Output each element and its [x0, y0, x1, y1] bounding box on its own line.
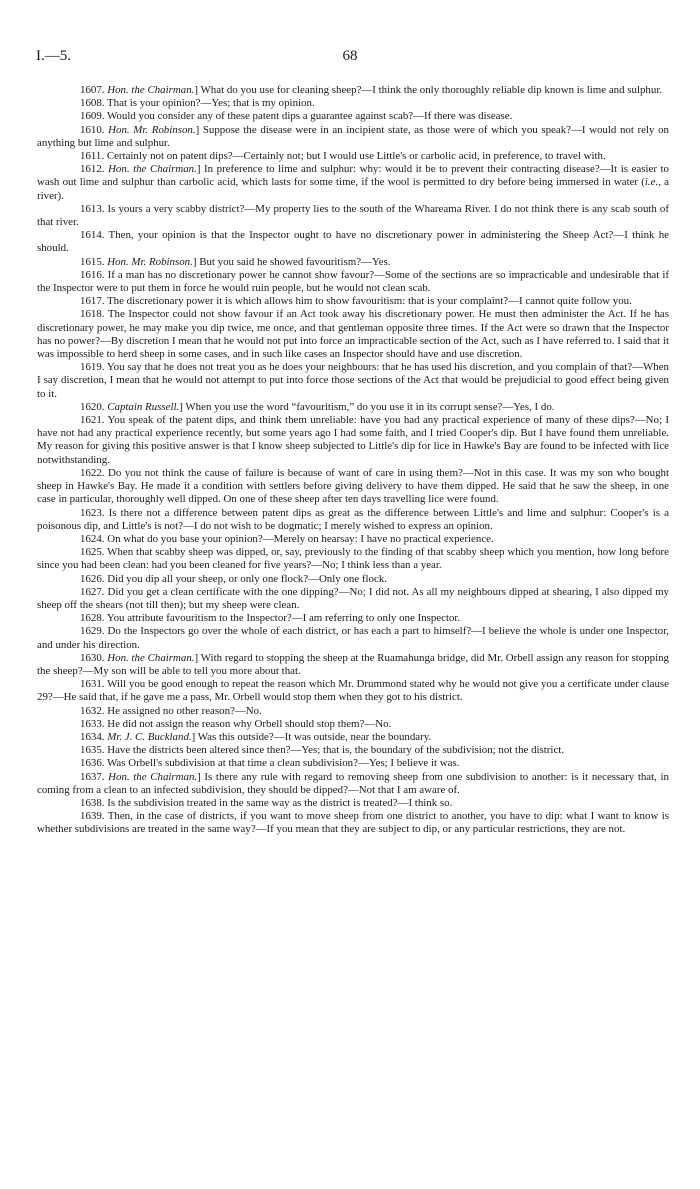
page-number: 68	[342, 48, 358, 64]
evidence-paragraph: 1636. Was Orbell's subdivision at that time a clean subdivision?—Yes; I believe it was.	[80, 757, 460, 770]
evidence-paragraph: 1618. The Inspector could not show favour if an Act took away his discretionary power. He must then administer the Act. If he has discretionary power, he may make you dip twice, me once, and that gentleman opposite three times. If the Act were so drawn that the Inspector has no power?—By discretion I mean that he would not put into force an impracticable section of the Act, such as I have referred to. I said that it was impossible to herd sheep in some cases, and in such like cases an Inspector should have and use discretion.	[37, 308, 669, 361]
evidence-paragraph: 1607. Hon. the Chairman.] What do you use for cleaning sheep?—I think the only thoroughly reliable dip known is lime and sulphur.	[80, 84, 663, 96]
page-header	[36, 48, 664, 68]
evidence-paragraph: 1625. When that scabby sheep was dipped, or, say, previously to the finding of that scabby sheep which you mention, how long before since you had been clean: had you been cleaned for five years?—No; I think less than a year.	[37, 546, 669, 572]
evidence-paragraph: 1632. He assigned no other reason?—No.	[80, 704, 262, 717]
evidence-paragraph: 1620. Captain Russell.] When you use the word “favouritism,” do you use it in its corrupt sense?—Yes, I do.	[80, 400, 555, 413]
evidence-paragraph: 1608. That is your opinion?—Yes; that is my opinion.	[80, 97, 315, 110]
evidence-paragraph: 1622. Do you not think the cause of failure is because of want of care in using them?—Not in this case. It was my son who bought sheep in Hawke's Bay. He made it a condition with settlers before giving delivery to have them dipped. He said that he saw the sheep, in one case in particular, thoroughly well dipped. On one of these sheep after ten days travelling lice were found.	[37, 466, 669, 506]
evidence-paragraph: 1617. The discretionary power it is which allows him to show favouritism: that is your complaint?—I cannot quite follow you.	[80, 295, 632, 308]
evidence-paragraph: 1609. Would you consider any of these patent dips a guarantee against scab?—If there was disease.	[80, 110, 513, 123]
evidence-paragraph: 1630. Hon. the Chairman.] With regard to stopping the sheep at the Ruamahunga bridge, did Mr. Orbell assign any reason for stopping the sheep?—My son will be able to tell you more about that.	[37, 651, 669, 677]
evidence-paragraph: 1619. You say that he does not treat you as he does your neighbours: that he has used his discretion, and you complain of that?—When I say discretion, I mean that he would not attempt to put into force those sections of the Act that would be prejudicial to good effect being given to it.	[37, 361, 669, 400]
evidence-paragraph: 1623. Is there not a difference between patent dips as great as the difference between Little's and lime and sulphur: Cooper's is a poisonous dip, and Little's is not?—I do not wish to be dogmatic; I merely wished to express an opinion.	[37, 506, 669, 532]
evidence-paragraph: 1634. Mr. J. C. Buckland.] Was this outside?—It was outside, near the boundary.	[80, 730, 432, 743]
evidence-paragraph: 1638. Is the subdivision treated in the same way as the district is treated?—I think so.	[80, 796, 453, 809]
evidence-paragraph: 1624. On what do you base your opinion?—Merely on hearsay: I have no practical experience.	[80, 532, 494, 545]
evidence-paragraph: 1627. Did you get a clean certificate with the one dipping?—No; I did not. As all my neighbours dipped at shearing, I also dipped my sheep off the shears (not till then); but my sheep were clean.	[37, 585, 669, 611]
evidence-paragraph: 1626. Did you dip all your sheep, or only one flock?—Only one flock.	[80, 572, 387, 585]
evidence-paragraph: 1613. Is yours a very scabby district?—My property lies to the south of the Whareama River. I do not think there is any scab south of that river.	[37, 202, 669, 229]
evidence-paragraph: 1616. If a man has no discretionary power he cannot show favour?—Some of the sections are so impracticable and undesirable that if the Inspector were to put them in force he would ruin people, but he would not clean scab.	[37, 268, 669, 295]
evidence-paragraph: 1621. You speak of the patent dips, and think them unreliable: have you had any practical experience of many of these dips?—No; I have not had any practical experience recently, but some years ago I had some faith, and I tried Cooper's dip. But I have found them unreliable. My reason for giving this positive answer is that I know sheep subjected to Little's dip for lice in Hawke's Bay are found to be infected with lice notwithstanding.	[37, 414, 669, 466]
evidence-paragraph: 1611. Certainly not on patent dips?—Certainly not; but I would use Little's or carbolic acid, in preference, to travel with.	[80, 150, 606, 163]
evidence-paragraph: 1628. You attribute favouritism to the Inspector?—I am referring to only one Inspector.	[80, 612, 461, 625]
document-reference: I.—5.	[36, 48, 71, 64]
evidence-paragraph: 1612. Hon. the Chairman.] In preference to lime and sulphur: why: would it be to prevent their contracting disease?—It is easier to wash out lime and sulphur than carbolic acid, which lasts for some time, if the wool is permitted to dry before being immersed in water (i.e., a river).	[37, 163, 669, 202]
document-body	[37, 84, 669, 837]
evidence-paragraph: 1637. Hon. the Chairman.] Is there any rule with regard to removing sheep from one subdivision to another: is it necessary that, in coming from a clean to an infected subdivision, they should be dipped?—Not that I am aware of.	[37, 770, 669, 796]
evidence-paragraph: 1614. Then, your opinion is that the Inspector ought to have no discretionary power in administering the Sheep Act?—I think he should.	[37, 229, 669, 255]
evidence-paragraph: 1631. Will you be good enough to repeat the reason which Mr. Drummond stated why he would not give you a certificate under clause 29?—He said that, if he gave me a pass, Mr. Orbell would stop them when they got to his district.	[37, 678, 669, 704]
evidence-paragraph: 1635. Have the districts been altered since then?—Yes; that is, the boundary of the subdivision; not the district.	[80, 744, 565, 757]
evidence-paragraph: 1633. He did not assign the reason why Orbell should stop them?—No.	[80, 717, 392, 730]
evidence-paragraph: 1639. Then, in the case of districts, if you want to move sheep from one district to another, you have to dip: what I want to know is whether subdivisions are treated in the same way?—If you mean that they are subject to dip, or any particular restrictions, they are not.	[37, 810, 669, 836]
evidence-paragraph: 1629. Do the Inspectors go over the whole of each district, or has each a part to himself?—I believe the whole is under one Inspector, and under his direction.	[37, 625, 669, 651]
evidence-paragraph: 1610. Hon. Mr. Robinson.] Suppose the disease were in an incipient state, as those were of which you speak?—I would not rely on anything but lime and sulphur.	[37, 123, 669, 149]
evidence-paragraph: 1615. Hon. Mr. Robinson.] But you said he showed favouritism?—Yes.	[80, 255, 391, 268]
